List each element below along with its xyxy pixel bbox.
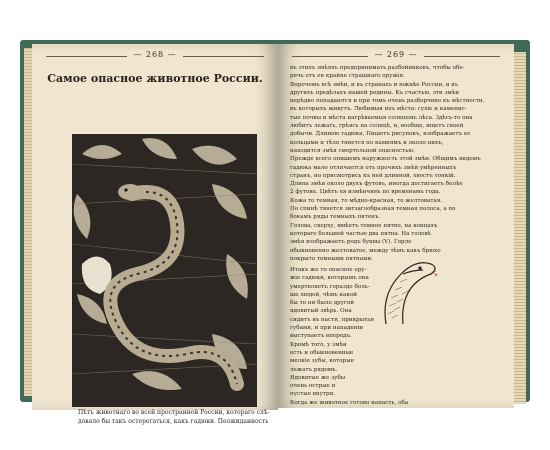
text-line: Когда же животное готово напасть, оба — [290, 400, 409, 406]
body-text-side — [290, 266, 380, 399]
caption-line: довало бы такъ остерегаться, какъ гадюки. Пеожиданность — [78, 418, 269, 425]
right-page-number: — 269 — — [278, 50, 514, 59]
chapter-title: Самое опасное животное России. — [47, 72, 263, 85]
viper-engraving-icon — [72, 134, 257, 407]
text-line: нерѣдко попадаются и при томъ очень разборчиво къ мѣстности, — [290, 98, 485, 105]
engraving-caption — [78, 408, 268, 426]
text-line: очень острые и — [290, 383, 336, 390]
text-line: речь отъ ея крайне страшнаго оружія. — [290, 73, 405, 80]
text-line: покрыто темными пятнами. — [290, 255, 373, 262]
text-line: гадюка мало отличается отъ прочихъ змѣй умѣренныхъ — [290, 164, 457, 171]
text-line: пустые внутри. — [290, 391, 336, 398]
left-page — [32, 44, 278, 425]
text-line: бы то ни было другой — [290, 300, 354, 307]
text-line: кольцами и тѣло тянется по камнямъ и около нихъ, — [290, 139, 444, 146]
text-line: добычи. Длиною гадюка, Пишетъ рисунокъ, изображаетъ ее — [290, 131, 471, 138]
body-text-bottom — [290, 399, 502, 407]
text-line: 2 футовъ. Цвѣтъ ея измѣнчивъ по временамъ года. — [290, 189, 441, 196]
text-line: ядовитый звѣрь. Она — [290, 308, 352, 315]
text-line: По спинѣ тянется зигзагообразная темная полоса, а по — [290, 206, 456, 213]
text-line: выступаетъ впередъ. — [290, 333, 352, 340]
text-line: губами, и при нападеніи — [290, 325, 364, 332]
body-text-top — [290, 64, 502, 263]
text-line: въ которыхъ живутъ. Любимыя ихъ мѣста: сухіе и каменис- — [290, 106, 467, 113]
text-line: Голова, сверху, имѣетъ темное пятно, на концахъ — [290, 222, 438, 229]
right-page — [278, 44, 514, 408]
text-line: мелкіе зубы, которые — [290, 358, 354, 365]
text-line: странъ, но присмотрись къ ней длинной, хвостъ тонкій. — [290, 172, 456, 179]
text-line: Итакъ же то опасное ору- — [290, 267, 367, 273]
text-line: Кромѣ того, у змѣи — [290, 341, 347, 348]
text-line: сидитъ въ пасти, прикрытая — [290, 316, 375, 323]
text-line: Прежде всего опишемъ наружность этой змѣи. Общимъ видомъ — [290, 156, 481, 163]
text-line: обыкновенно желтоватое, между тѣмъ какъ брюхо — [290, 247, 441, 254]
left-page-number: — 268 — — [32, 50, 278, 59]
text-line: котораго большей частью два пятна. На головѣ — [290, 230, 432, 237]
text-line: умертвляетъ гораздо боль- — [290, 283, 370, 290]
text-line: есть и обыкновенные — [290, 349, 354, 356]
text-line: Впрочемъ всѣ змѣи, и въ странахъ и южнѣе России, и въ — [290, 81, 459, 88]
text-line: ше людей, чѣмъ какой — [290, 291, 357, 298]
text-line: тые почвы и мѣста нагрѣваемыя солнцемъ лѣса. Здѣсь-то она — [290, 114, 473, 121]
viper-head-icon — [376, 254, 438, 332]
text-line: жіе гадюки, которымъ она — [290, 275, 369, 282]
text-line: змѣя изображаетъ родъ буквы (V). Горло — [290, 239, 412, 246]
text-line: Длина змѣи около двухъ футовъ, иногда достигаетъ болѣе — [290, 181, 463, 188]
caption-line: Пѣтъ животнаго во всей пространной России, котораго слѣ- — [78, 409, 270, 416]
text-line: находится змѣя смертельной опасностью. — [290, 147, 415, 154]
text-line: бокамъ ряды темныхъ пятенъ. — [290, 214, 381, 221]
text-line: любитъ лежать, грѣясь на солнцѣ, и, вообще, ищетъ своей — [290, 123, 464, 130]
text-line: Кожа то темная, то мѣдно-красная, то желтоватая. — [290, 197, 443, 204]
text-line: другихъ предѣлахъ нашей родины. Къ счастью, эти змѣи — [290, 89, 459, 96]
text-line: въ этихъ змѣяхъ предпринимать разбойниковъ, чтобы обе- — [290, 65, 465, 71]
text-line: Ядовитые же зубы — [290, 374, 346, 381]
text-line: лежатъ рядомъ. — [290, 366, 338, 373]
